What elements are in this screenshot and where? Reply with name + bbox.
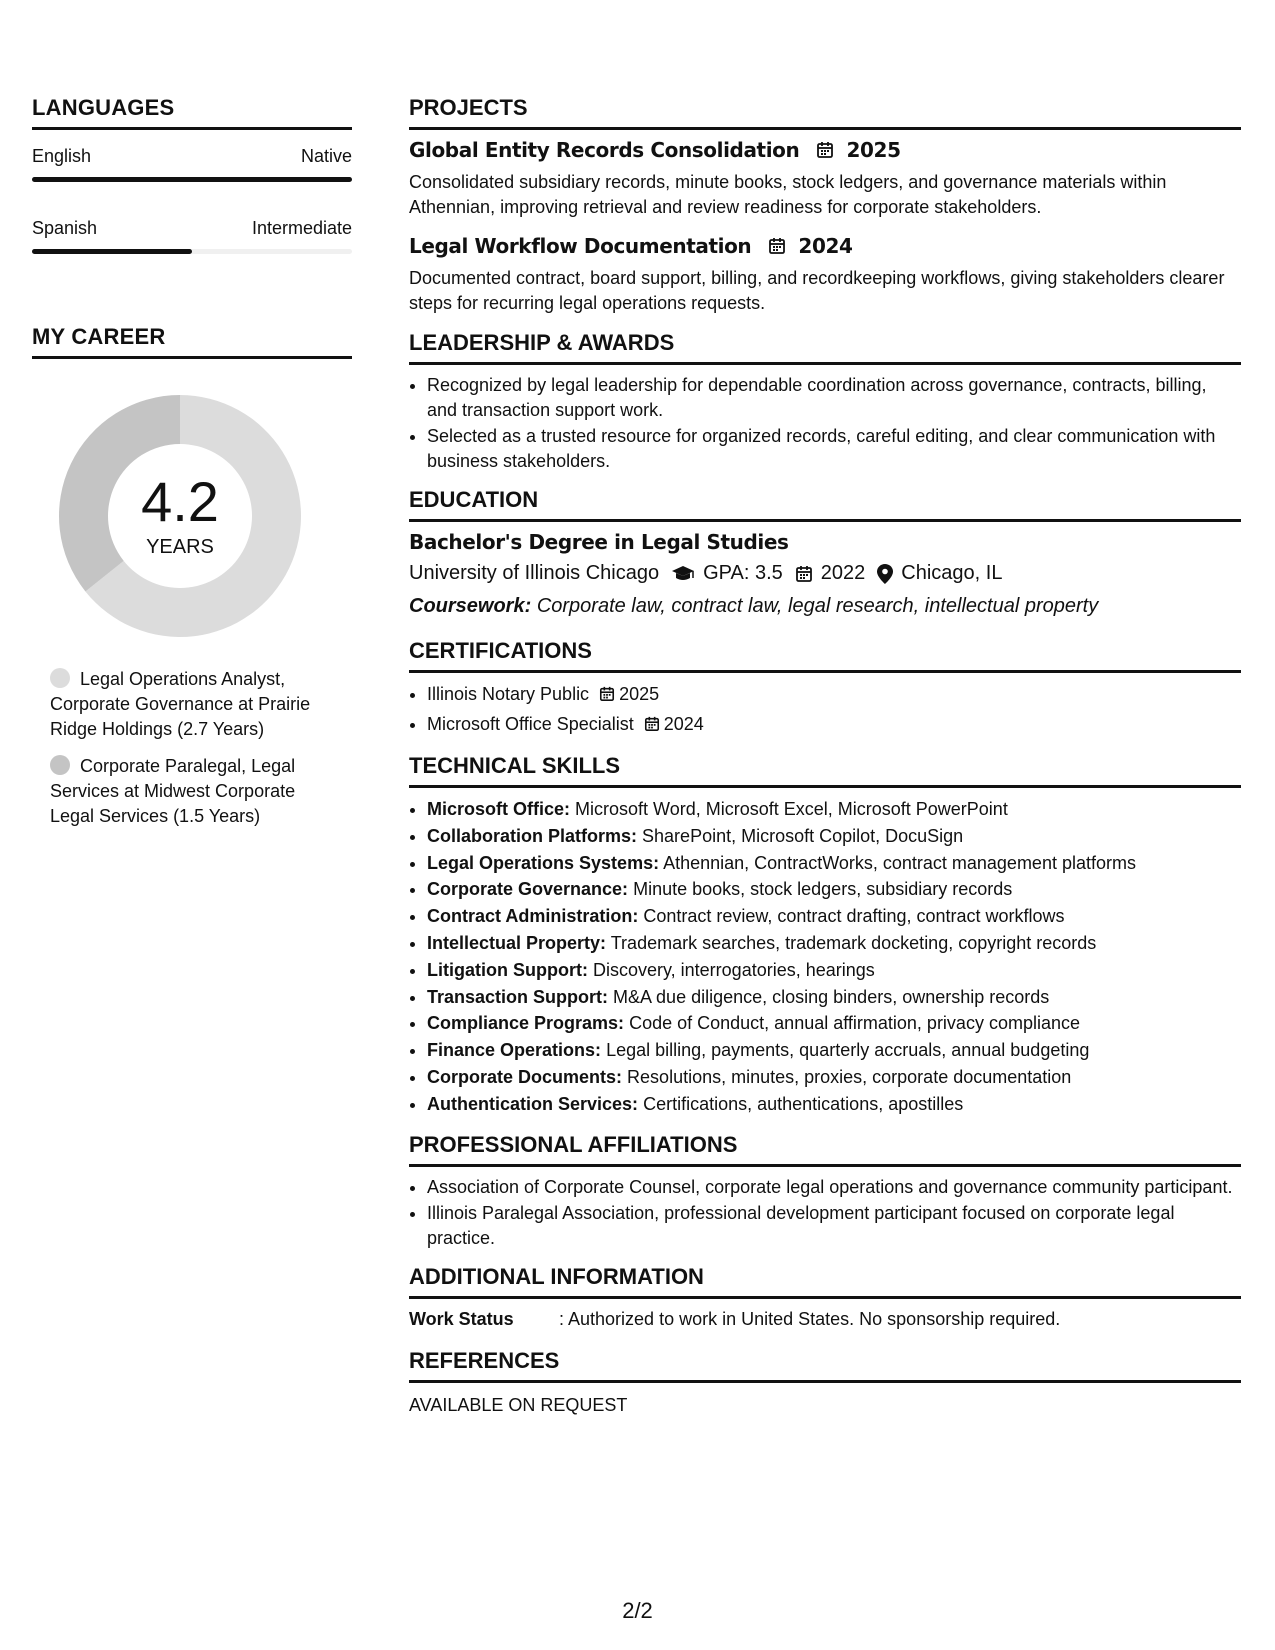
- language-level-fill: [32, 249, 192, 254]
- project-heading: [409, 138, 1241, 164]
- language-item: [32, 146, 352, 182]
- references-section: [409, 1348, 1241, 1416]
- skills-list: [409, 796, 1241, 1118]
- right-column: [409, 95, 1241, 1416]
- references-text: AVAILABLE ON REQUEST: [409, 1395, 628, 1416]
- skill-value: Microsoft Word, Microsoft Excel, Microsoft PowerPoint: [575, 799, 1008, 819]
- certification-year: 2025: [619, 684, 660, 704]
- calendar-icon: [816, 140, 834, 164]
- leadership-item: • Recognized by legal leadership for dependable coordination across governance, contracts, billing, and transaction support work.: [427, 373, 1241, 422]
- skill-value: Code of Conduct, annual affirmation, privacy compliance: [629, 1013, 1080, 1034]
- calendar-icon: [768, 236, 786, 260]
- skill-item: [427, 1037, 1241, 1064]
- leadership-item: • Selected as a trusted resource for organized records, careful editing, and clear communication with business stakeholders.: [427, 424, 1241, 473]
- certifications-section: [409, 638, 1241, 739]
- leadership-title: LEADERSHIP & AWARDS: [409, 330, 1241, 365]
- project-year: 2024: [798, 234, 853, 258]
- skill-item: [427, 1064, 1241, 1091]
- work-status-value: : Authorized to work in United States. No sponsorship required.: [559, 1309, 1061, 1330]
- affiliation-item: • Association of Corporate Counsel, corporate legal operations and governance community participant.: [427, 1175, 1241, 1200]
- skill-value: Legal billing, payments, quarterly accruals, annual budgeting: [606, 1040, 1090, 1061]
- skill-item: [427, 796, 1241, 823]
- certification-year: 2024: [663, 714, 704, 734]
- certification-item: [427, 711, 1241, 739]
- skill-label: Corporate Governance:: [427, 879, 629, 900]
- calendar-icon: [795, 565, 813, 583]
- skill-value: Trademark searches, trademark docketing, copyright records: [610, 932, 1097, 953]
- map-pin-icon: [877, 564, 893, 584]
- skill-label: Corporate Documents:: [427, 1066, 623, 1087]
- calendar-icon: [644, 713, 660, 739]
- skill-label: Contract Administration:: [427, 906, 639, 927]
- career-legend-label: Legal Operations Analyst, Corporate Governance at Prairie Ridge Holdings (2.7 Years): [50, 669, 311, 739]
- career-title: MY CAREER: [32, 324, 352, 359]
- skill-value: Resolutions, minutes, proxies, corporate documentation: [627, 1066, 1072, 1087]
- graduation-cap-icon: [671, 565, 695, 583]
- skill-label: Finance Operations:: [427, 1040, 602, 1061]
- career-legend: [50, 667, 330, 829]
- project-name: Legal Workflow Documentation: [409, 234, 752, 258]
- calendar-icon: [599, 683, 615, 709]
- career-total-years: 4.2: [141, 469, 219, 533]
- language-level-bar: [32, 177, 352, 182]
- education-details: [409, 562, 1241, 585]
- skills-title: TECHNICAL SKILLS: [409, 753, 1241, 788]
- coursework-label: Coursework:: [409, 595, 532, 617]
- skill-value: SharePoint, Microsoft Copilot, DocuSign: [642, 825, 964, 846]
- skill-item: [427, 823, 1241, 850]
- career-legend-item: [50, 754, 330, 829]
- coursework-value: Corporate law, contract law, legal research, intellectual property: [536, 595, 1099, 617]
- language-item: [32, 218, 352, 254]
- additional-info-title: ADDITIONAL INFORMATION: [409, 1264, 1241, 1299]
- leadership-section: [409, 330, 1241, 473]
- skill-value: Certifications, authentications, apostilles: [643, 1093, 964, 1114]
- language-level: Intermediate: [251, 218, 352, 238]
- skill-item: [427, 1091, 1241, 1118]
- project-name: Global Entity Records Consolidation: [409, 138, 800, 162]
- additional-info-section: [409, 1264, 1241, 1330]
- career-legend-label: Corporate Paralegal, Legal Services at Midwest Corporate Legal Services (1.5 Years): [50, 756, 296, 826]
- skill-item: [427, 957, 1241, 984]
- legend-dot: [50, 755, 70, 775]
- skill-item: [427, 930, 1241, 957]
- work-status-row: [409, 1309, 1241, 1330]
- legend-dot: [50, 668, 70, 688]
- skill-label: Microsoft Office:: [427, 799, 571, 819]
- skill-label: Transaction Support:: [427, 986, 609, 1007]
- language-name: English: [32, 146, 92, 166]
- career-donut-chart: [55, 391, 305, 641]
- education-school: University of Illinois Chicago: [409, 562, 660, 584]
- skills-section: [409, 753, 1241, 1118]
- projects-section: [409, 95, 1241, 316]
- education-section: [409, 487, 1241, 618]
- education-year: 2022: [820, 562, 866, 584]
- career-legend-item: [50, 667, 330, 742]
- education-gpa: GPA: 3.5: [703, 562, 783, 584]
- certification-name: Illinois Notary Public: [427, 684, 590, 704]
- certification-name: Microsoft Office Specialist: [427, 714, 634, 734]
- career-total-unit: YEARS: [146, 535, 214, 558]
- skill-value: Minute books, stock ledgers, subsidiary records: [633, 879, 1013, 900]
- certification-item: [427, 681, 1241, 709]
- language-level: Native: [300, 146, 352, 166]
- skill-item: [427, 850, 1241, 877]
- work-status-label: Work Status: [409, 1309, 514, 1330]
- certifications-title: CERTIFICATIONS: [409, 638, 1241, 673]
- affiliations-title: PROFESSIONAL AFFILIATIONS: [409, 1132, 1241, 1167]
- language-name: Spanish: [32, 218, 98, 238]
- education-title: EDUCATION: [409, 487, 1241, 522]
- left-column: [32, 95, 352, 841]
- skill-label: Collaboration Platforms:: [427, 825, 638, 846]
- skill-label: Intellectual Property:: [427, 932, 607, 953]
- skill-item: [427, 984, 1241, 1011]
- skill-value: Contract review, contract drafting, contract workflows: [643, 906, 1065, 927]
- skill-label: Litigation Support:: [427, 959, 588, 980]
- languages-title: LANGUAGES: [32, 95, 352, 130]
- projects-title: PROJECTS: [409, 95, 1241, 130]
- education-coursework: [409, 595, 1241, 618]
- project-description: Consolidated subsidiary records, minute books, stock ledgers, and governance materials within Athennian, improving retrieval and review readiness for corporate stakeholders.: [409, 172, 1167, 217]
- project-year: 2025: [846, 138, 901, 162]
- education-location: Chicago, IL: [901, 562, 1003, 584]
- references-title: REFERENCES: [409, 1348, 1241, 1383]
- skill-label: Authentication Services:: [427, 1093, 639, 1114]
- project-description: Documented contract, board support, billing, and recordkeeping workflows, giving stakeholders clearer steps for recurring legal operations requests.: [409, 268, 1225, 313]
- affiliation-item: • Illinois Paralegal Association, professional development participant focused on corporate legal practice.: [427, 1201, 1241, 1250]
- skill-label: Compliance Programs:: [427, 1013, 625, 1034]
- skill-item: [427, 1010, 1241, 1037]
- skill-value: M&A due diligence, closing binders, ownership records: [613, 986, 1050, 1007]
- education-degree: Bachelor's Degree in Legal Studies: [409, 530, 789, 554]
- language-level-bar: [32, 249, 352, 254]
- skill-item: [427, 876, 1241, 903]
- page-number: 2/2: [622, 1598, 653, 1623]
- language-level-fill: [32, 177, 352, 182]
- skill-value: Discovery, interrogatories, hearings: [592, 959, 875, 980]
- skill-value: Athennian, ContractWorks, contract management platforms: [663, 852, 1136, 873]
- skill-item: [427, 903, 1241, 930]
- affiliations-section: [409, 1132, 1241, 1251]
- skill-label: Legal Operations Systems:: [427, 852, 660, 873]
- project-heading: [409, 234, 1241, 260]
